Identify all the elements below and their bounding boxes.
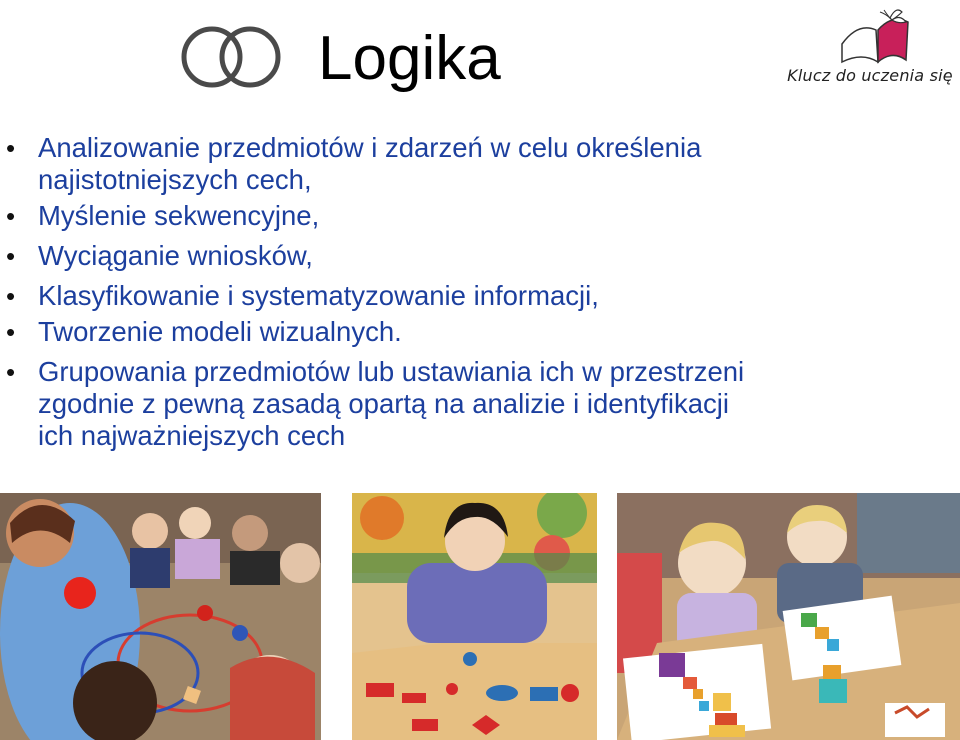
list-item (0, 132, 940, 196)
list-item (0, 240, 940, 272)
page-title: Logika (318, 24, 501, 93)
list-item-line: Analizowanie przedmiotów i zdarzeń w celu określenia (38, 132, 702, 163)
brand-name: Klucz do uczenia się (787, 66, 953, 85)
list-item-line: Wyciąganie wniosków, (38, 240, 313, 271)
list-item (0, 200, 940, 232)
list-item (0, 316, 940, 348)
bullet-icon: • (6, 357, 16, 387)
list-item-line: Klasyfikowanie i systematyzowanie informacji, (38, 280, 599, 311)
open-book-butterfly-icon (780, 4, 960, 66)
list-item (0, 280, 940, 312)
list-item-line: najistotniejszych cech, (38, 164, 312, 195)
brand-logo (780, 4, 960, 96)
bullet-icon: • (6, 133, 16, 163)
bullet-list (0, 132, 940, 452)
list-item-line: ich najważniejszych cech (38, 420, 346, 451)
bullet-icon: • (6, 281, 16, 311)
list-item-line: Myślenie sekwencyjne, (38, 200, 320, 231)
bullet-icon: • (6, 317, 16, 347)
list-item (0, 356, 940, 452)
boy-with-shapes-photo (352, 493, 597, 740)
children-sorting-blocks-photo (617, 493, 960, 740)
classroom-children-circles-photo (0, 493, 321, 740)
list-item-line: Tworzenie modeli wizualnych. (38, 316, 402, 347)
list-item-line: zgodnie z pewną zasadą opartą na analizie i identyfikacji (38, 388, 729, 419)
bullet-icon: • (6, 201, 16, 231)
list-item-line: Grupowania przedmiotów lub ustawiania ich w przestrzeni (38, 356, 745, 387)
bullet-icon: • (6, 241, 16, 271)
interlocking-rings-icon (176, 24, 286, 90)
